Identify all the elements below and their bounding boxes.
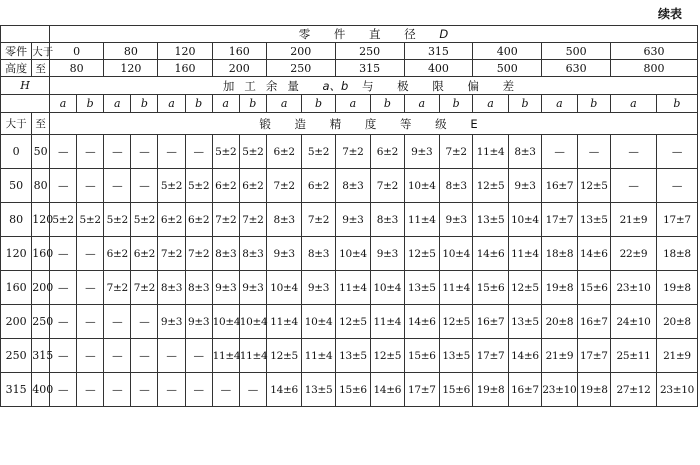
allowance-suffix: 与 极 限 偏 差 — [362, 78, 525, 93]
ab-label: a — [611, 95, 657, 113]
ab-label: a — [50, 95, 77, 113]
allowance-cell: 6±2 — [302, 169, 335, 203]
up-to-label: 至 — [32, 60, 50, 77]
allowance-cell: 8±3 — [212, 237, 239, 271]
allowance-cell: 8±3 — [371, 203, 404, 237]
height-to: 50 — [32, 135, 50, 169]
allowance-cell: — — [611, 169, 657, 203]
diameter-from: 500 — [542, 43, 611, 60]
allowance-cell: 7±2 — [158, 237, 185, 271]
allowance-cell: 9±3 — [239, 271, 266, 305]
allowance-cell: — — [158, 373, 185, 407]
table-row — [1, 169, 698, 203]
allowance-cell: 5±2 — [212, 135, 239, 169]
allowance-cell: — — [131, 135, 158, 169]
allowance-cell: 23±10 — [542, 373, 577, 407]
blank-cell — [1, 95, 50, 113]
allowance-cell: 10±4 — [302, 305, 335, 339]
allowance-cell: 5±2 — [77, 203, 104, 237]
allowance-cell: 6±2 — [239, 169, 266, 203]
table-row — [1, 271, 698, 305]
diameter-from: 160 — [212, 43, 266, 60]
ab-label: b — [656, 95, 697, 113]
allowance-cell: 21±9 — [656, 339, 697, 373]
height-from: 80 — [1, 203, 32, 237]
diameter-from: 250 — [335, 43, 404, 60]
allowance-cell: — — [104, 373, 131, 407]
allowance-cell: 19±8 — [577, 373, 610, 407]
allowance-cell: — — [50, 169, 77, 203]
part-label: 零件 — [1, 43, 32, 60]
allowance-cell: 5±2 — [158, 169, 185, 203]
allowance-cell: — — [158, 339, 185, 373]
allowance-cell: 7±2 — [131, 271, 158, 305]
continued-label: 续表 — [657, 7, 682, 21]
allowance-cell: 13±5 — [577, 203, 610, 237]
allowance-cell: — — [577, 135, 610, 169]
allowance-cell: 5±2 — [131, 203, 158, 237]
allowance-cell: 10±4 — [335, 237, 370, 271]
allowance-cell: 11±4 — [302, 339, 335, 373]
allowance-cell: 10±4 — [239, 305, 266, 339]
diameter-from: 120 — [158, 43, 212, 60]
allowance-cell: 14±6 — [508, 339, 541, 373]
diameter-to: 250 — [266, 60, 335, 77]
allowance-cell: — — [77, 373, 104, 407]
allowance-cell: 12±5 — [335, 305, 370, 339]
allowance-cell: 22±9 — [611, 237, 657, 271]
allowance-cell: 7±2 — [371, 169, 404, 203]
allowance-cell: 18±8 — [542, 237, 577, 271]
allowance-cell: 8±3 — [302, 237, 335, 271]
diameter-title — [50, 26, 698, 43]
allowance-cell: 7±2 — [302, 203, 335, 237]
height-to: 120 — [32, 203, 50, 237]
allowance-cell: 11±4 — [508, 237, 541, 271]
ab-label: a — [104, 95, 131, 113]
ab-label: b — [239, 95, 266, 113]
allowance-cell: 13±5 — [335, 339, 370, 373]
allowance-cell: — — [212, 373, 239, 407]
allowance-cell: 17±7 — [656, 203, 697, 237]
allowance-cell: 6±2 — [131, 237, 158, 271]
row-header-from: 大于 — [1, 113, 32, 135]
allowance-vars: a、b — [322, 78, 349, 93]
allowance-cell: — — [611, 135, 657, 169]
allowance-cell: 27±12 — [611, 373, 657, 407]
allowance-cell: — — [185, 373, 212, 407]
allowance-cell: 9±3 — [212, 271, 239, 305]
allowance-cell: — — [50, 373, 77, 407]
ab-label: b — [577, 95, 610, 113]
allowance-cell: — — [185, 135, 212, 169]
table-row — [1, 339, 698, 373]
allowance-cell: — — [131, 305, 158, 339]
allowance-cell: 14±6 — [371, 373, 404, 407]
allowance-cell: 5±2 — [302, 135, 335, 169]
diameter-to: 315 — [335, 60, 404, 77]
allowance-cell: 12±5 — [439, 305, 472, 339]
allowance-cell: 21±9 — [611, 203, 657, 237]
allowance-cell: — — [50, 271, 77, 305]
allowance-cell: 13±5 — [473, 203, 508, 237]
allowance-cell: 19±8 — [656, 271, 697, 305]
allowance-cell: 19±8 — [542, 271, 577, 305]
height-symbol: H — [20, 79, 30, 92]
allowance-cell: 6±2 — [104, 237, 131, 271]
corner-cell — [1, 26, 50, 43]
allowance-cell: 9±3 — [371, 237, 404, 271]
allowance-cell: 9±3 — [508, 169, 541, 203]
ab-label: b — [185, 95, 212, 113]
greater-than-label: 大于 — [32, 43, 50, 60]
ab-label: b — [439, 95, 472, 113]
allowance-cell: 8±3 — [335, 169, 370, 203]
allowance-cell: 18±8 — [656, 237, 697, 271]
height-from: 50 — [1, 169, 32, 203]
allowance-cell: 9±3 — [404, 135, 439, 169]
allowance-cell: 16±7 — [542, 169, 577, 203]
ab-label: a — [266, 95, 301, 113]
allowance-cell: — — [104, 169, 131, 203]
diameter-from: 0 — [50, 43, 104, 60]
allowance-cell: 9±3 — [302, 271, 335, 305]
allowance-cell: 17±7 — [404, 373, 439, 407]
allowance-cell: 8±3 — [439, 169, 472, 203]
allowance-cell: 7±2 — [212, 203, 239, 237]
allowance-cell: — — [77, 271, 104, 305]
allowance-cell: 23±10 — [656, 373, 697, 407]
diameter-to: 200 — [212, 60, 266, 77]
diameter-to: 160 — [158, 60, 212, 77]
allowance-cell: 25±11 — [611, 339, 657, 373]
allowance-cell: — — [77, 135, 104, 169]
diameter-from: 630 — [611, 43, 698, 60]
allowance-cell: 10±4 — [266, 271, 301, 305]
allowance-cell: 11±4 — [239, 339, 266, 373]
allowance-cell: — — [77, 169, 104, 203]
allowance-cell: — — [77, 305, 104, 339]
allowance-cell: 7±2 — [239, 203, 266, 237]
allowance-cell: 13±5 — [508, 305, 541, 339]
height-symbol-cell — [1, 77, 50, 95]
allowance-cell: — — [77, 339, 104, 373]
ab-label: a — [542, 95, 577, 113]
diameter-from: 200 — [266, 43, 335, 60]
allowance-cell: 23±10 — [611, 271, 657, 305]
allowance-cell: — — [131, 169, 158, 203]
allowance-cell: 6±2 — [158, 203, 185, 237]
allowance-cell: 11±4 — [473, 135, 508, 169]
allowance-cell: — — [656, 135, 697, 169]
allowance-title-text: 加工余量 — [222, 78, 309, 93]
ab-label: a — [158, 95, 185, 113]
height-from: 315 — [1, 373, 32, 407]
ab-label: a — [473, 95, 508, 113]
height-from: 250 — [1, 339, 32, 373]
allowance-cell: 12±5 — [266, 339, 301, 373]
allowance-cell: 7±2 — [185, 237, 212, 271]
ab-label: b — [508, 95, 541, 113]
allowance-cell: 9±3 — [158, 305, 185, 339]
allowance-cell: — — [239, 373, 266, 407]
allowance-cell: 6±2 — [185, 203, 212, 237]
allowance-cell: 9±3 — [335, 203, 370, 237]
grade-title: 锻 造 精 度 等 级 E — [50, 113, 698, 135]
height-to: 315 — [32, 339, 50, 373]
allowance-cell: 10±4 — [371, 271, 404, 305]
allowance-cell: 16±7 — [508, 373, 541, 407]
allowance-cell: 14±6 — [266, 373, 301, 407]
diameter-from: 400 — [473, 43, 542, 60]
diameter-symbol: D — [439, 27, 449, 41]
allowance-cell: 21±9 — [542, 339, 577, 373]
diameter-to: 500 — [473, 60, 542, 77]
ab-label: b — [131, 95, 158, 113]
allowance-cell: 24±10 — [611, 305, 657, 339]
allowance-cell: — — [50, 305, 77, 339]
allowance-cell: 8±3 — [158, 271, 185, 305]
allowance-cell: 7±2 — [335, 135, 370, 169]
height-to: 400 — [32, 373, 50, 407]
allowance-table — [0, 25, 698, 407]
allowance-cell: 10±4 — [508, 203, 541, 237]
allowance-cell: 12±5 — [508, 271, 541, 305]
allowance-cell: 13±5 — [439, 339, 472, 373]
allowance-cell: 8±3 — [508, 135, 541, 169]
allowance-cell: 10±4 — [439, 237, 472, 271]
allowance-cell: 15±6 — [439, 373, 472, 407]
diameter-from: 315 — [404, 43, 473, 60]
allowance-cell: 14±6 — [577, 237, 610, 271]
allowance-cell: — — [158, 135, 185, 169]
ab-label: a — [212, 95, 239, 113]
ab-label: b — [77, 95, 104, 113]
diameter-title-text: 零 件 直 径 — [298, 27, 426, 41]
height-to: 250 — [32, 305, 50, 339]
allowance-cell: — — [77, 237, 104, 271]
allowance-cell: 12±5 — [577, 169, 610, 203]
allowance-cell: 6±2 — [371, 135, 404, 169]
table-row — [1, 237, 698, 271]
diameter-to: 80 — [50, 60, 104, 77]
allowance-cell: 11±4 — [335, 271, 370, 305]
allowance-cell: 7±2 — [104, 271, 131, 305]
allowance-cell: — — [185, 339, 212, 373]
ab-label: b — [371, 95, 404, 113]
table-row — [1, 305, 698, 339]
allowance-cell: 11±4 — [212, 339, 239, 373]
allowance-cell: 15±6 — [473, 271, 508, 305]
diameter-to: 800 — [611, 60, 698, 77]
allowance-cell: — — [656, 169, 697, 203]
allowance-cell: 11±4 — [439, 271, 472, 305]
height-from: 0 — [1, 135, 32, 169]
ab-label: b — [302, 95, 335, 113]
allowance-cell: 5±2 — [185, 169, 212, 203]
allowance-cell: 14±6 — [404, 305, 439, 339]
diameter-to: 630 — [542, 60, 611, 77]
allowance-cell: 11±4 — [371, 305, 404, 339]
allowance-cell: — — [50, 339, 77, 373]
allowance-cell: 16±7 — [577, 305, 610, 339]
allowance-cell: 9±3 — [439, 203, 472, 237]
allowance-cell: 6±2 — [212, 169, 239, 203]
ab-label: a — [335, 95, 370, 113]
ab-label: a — [404, 95, 439, 113]
allowance-cell: — — [50, 237, 77, 271]
allowance-cell: 15±6 — [404, 339, 439, 373]
allowance-title — [50, 77, 698, 95]
allowance-cell: 17±7 — [542, 203, 577, 237]
height-to: 200 — [32, 271, 50, 305]
allowance-cell: 12±5 — [473, 169, 508, 203]
allowance-cell: 8±3 — [185, 271, 212, 305]
allowance-cell: 13±5 — [302, 373, 335, 407]
diameter-to: 400 — [404, 60, 473, 77]
allowance-cell: — — [542, 135, 577, 169]
allowance-cell: 8±3 — [266, 203, 301, 237]
allowance-cell: 14±6 — [473, 237, 508, 271]
table-row — [1, 373, 698, 407]
allowance-cell: 7±2 — [439, 135, 472, 169]
allowance-cell: — — [131, 373, 158, 407]
height-from: 120 — [1, 237, 32, 271]
allowance-cell: 11±4 — [404, 203, 439, 237]
allowance-cell: — — [104, 135, 131, 169]
allowance-cell: 17±7 — [577, 339, 610, 373]
allowance-cell: — — [50, 135, 77, 169]
height-to: 160 — [32, 237, 50, 271]
height-label: 高度 — [1, 60, 32, 77]
row-header-to: 至 — [32, 113, 50, 135]
allowance-cell: 9±3 — [266, 237, 301, 271]
allowance-cell: 6±2 — [266, 135, 301, 169]
height-from: 200 — [1, 305, 32, 339]
allowance-cell: — — [104, 305, 131, 339]
table-row — [1, 203, 698, 237]
allowance-cell: 5±2 — [104, 203, 131, 237]
allowance-cell: 9±3 — [185, 305, 212, 339]
allowance-cell: 12±5 — [404, 237, 439, 271]
allowance-cell: 11±4 — [266, 305, 301, 339]
allowance-cell: 15±6 — [577, 271, 610, 305]
allowance-cell: 13±5 — [404, 271, 439, 305]
diameter-to: 120 — [104, 60, 158, 77]
allowance-cell: 8±3 — [239, 237, 266, 271]
diameter-from: 80 — [104, 43, 158, 60]
allowance-cell: 20±8 — [542, 305, 577, 339]
table-row — [1, 135, 698, 169]
allowance-cell: 10±4 — [404, 169, 439, 203]
allowance-cell: 12±5 — [371, 339, 404, 373]
allowance-cell: 15±6 — [335, 373, 370, 407]
allowance-cell: 7±2 — [266, 169, 301, 203]
allowance-cell: 19±8 — [473, 373, 508, 407]
allowance-cell: 20±8 — [656, 305, 697, 339]
allowance-cell: 16±7 — [473, 305, 508, 339]
height-from: 160 — [1, 271, 32, 305]
allowance-cell: 17±7 — [473, 339, 508, 373]
allowance-cell: — — [104, 339, 131, 373]
allowance-cell: — — [131, 339, 158, 373]
allowance-cell: 5±2 — [50, 203, 77, 237]
height-to: 80 — [32, 169, 50, 203]
allowance-cell: 10±4 — [212, 305, 239, 339]
allowance-cell: 5±2 — [239, 135, 266, 169]
